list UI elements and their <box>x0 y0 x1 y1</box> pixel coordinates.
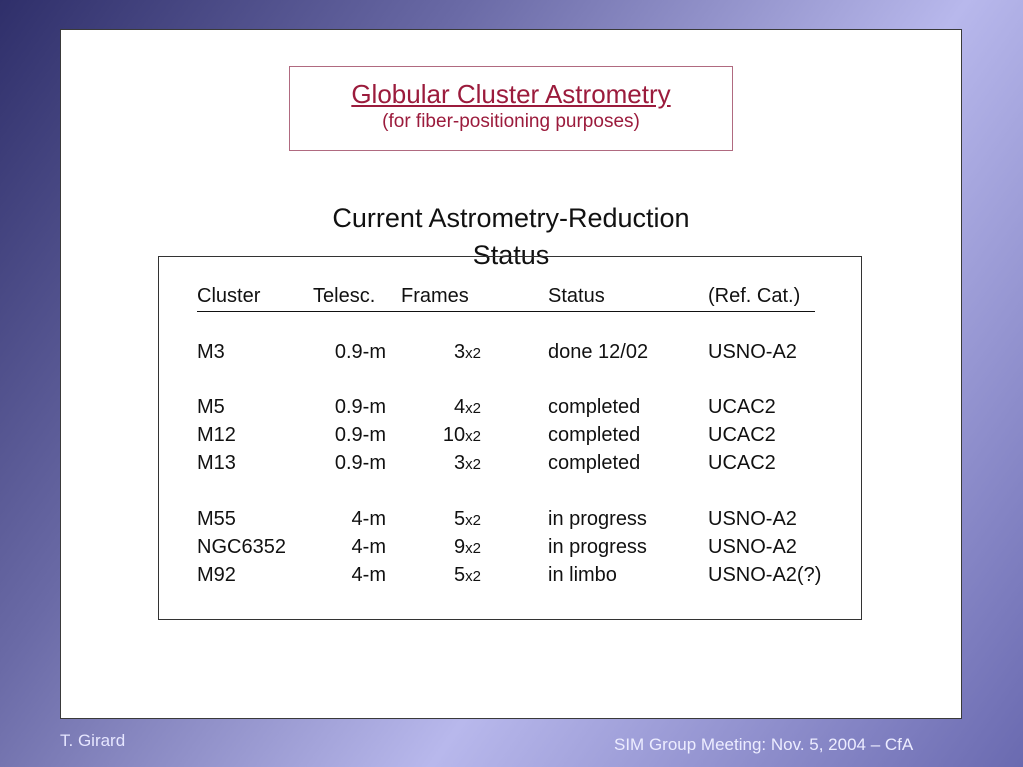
cell-cluster: M5 <box>197 396 225 418</box>
cell-cluster: M55 <box>197 508 236 530</box>
slide-title: Globular Cluster Astrometry <box>351 79 671 109</box>
cell-telescope: 4-m <box>351 536 386 558</box>
footer-author: T. Girard <box>60 731 126 750</box>
header-frames: Frames <box>401 285 469 307</box>
cell-status: in progress <box>548 536 647 558</box>
cell-ref-cat: UCAC2 <box>708 396 776 418</box>
header-status: Status <box>548 285 605 307</box>
header-cluster: Cluster <box>197 285 261 307</box>
cell-telescope: 0.9-m <box>334 452 386 474</box>
table-row <box>159 424 861 452</box>
cell-frames: 10x2 <box>442 424 481 446</box>
cell-telescope: 4-m <box>351 564 386 586</box>
cell-telescope: 0.9-m <box>334 424 386 446</box>
cell-frames: 4x2 <box>454 396 481 418</box>
cell-cluster: M12 <box>197 424 236 446</box>
status-table <box>158 256 862 620</box>
cell-frames: 9x2 <box>454 536 481 558</box>
table-row <box>159 452 861 480</box>
header-telescope: Telesc. <box>313 285 376 307</box>
cell-frames: 3x2 <box>454 452 481 474</box>
cell-frames: 5x2 <box>454 564 481 586</box>
cell-status: in progress <box>548 508 647 530</box>
cell-cluster: M13 <box>197 452 236 474</box>
title-box <box>289 66 733 151</box>
table-row <box>159 508 861 536</box>
footer-event: SIM Group Meeting: Nov. 5, 2004 – CfA <box>614 735 914 754</box>
cell-cluster: NGC6352 <box>197 536 286 558</box>
cell-ref-cat: USNO-A2 <box>708 508 797 530</box>
table-row <box>159 564 861 592</box>
cell-frames: 5x2 <box>454 508 481 530</box>
cell-telescope: 0.9-m <box>334 396 386 418</box>
table-row <box>159 536 861 564</box>
cell-status: done 12/02 <box>548 341 649 363</box>
cell-ref-cat: UCAC2 <box>708 424 776 446</box>
header-ref-cat: (Ref. Cat.) <box>708 285 801 307</box>
cell-frames: 3x2 <box>454 341 481 363</box>
table-row <box>159 396 861 424</box>
cell-status: completed <box>548 396 641 418</box>
table-row <box>159 341 861 369</box>
cell-cluster: M3 <box>197 341 225 363</box>
cell-telescope: 4-m <box>351 508 386 530</box>
table-header-row <box>197 285 815 312</box>
cell-ref-cat: USNO-A2 <box>708 536 797 558</box>
cell-telescope: 0.9-m <box>334 341 386 363</box>
cell-cluster: M92 <box>197 564 236 586</box>
cell-status: in limbo <box>548 564 617 586</box>
cell-ref-cat: USNO-A2 <box>708 341 797 363</box>
cell-status: completed <box>548 424 641 446</box>
slide <box>60 29 962 719</box>
cell-ref-cat: USNO-A2(?) <box>708 564 822 586</box>
cell-ref-cat: UCAC2 <box>708 452 776 474</box>
slide-subtitle: (for fiber-positioning purposes) <box>382 111 640 132</box>
section-heading: Current Astrometry-Reduction Status <box>332 203 690 270</box>
cell-status: completed <box>548 452 641 474</box>
